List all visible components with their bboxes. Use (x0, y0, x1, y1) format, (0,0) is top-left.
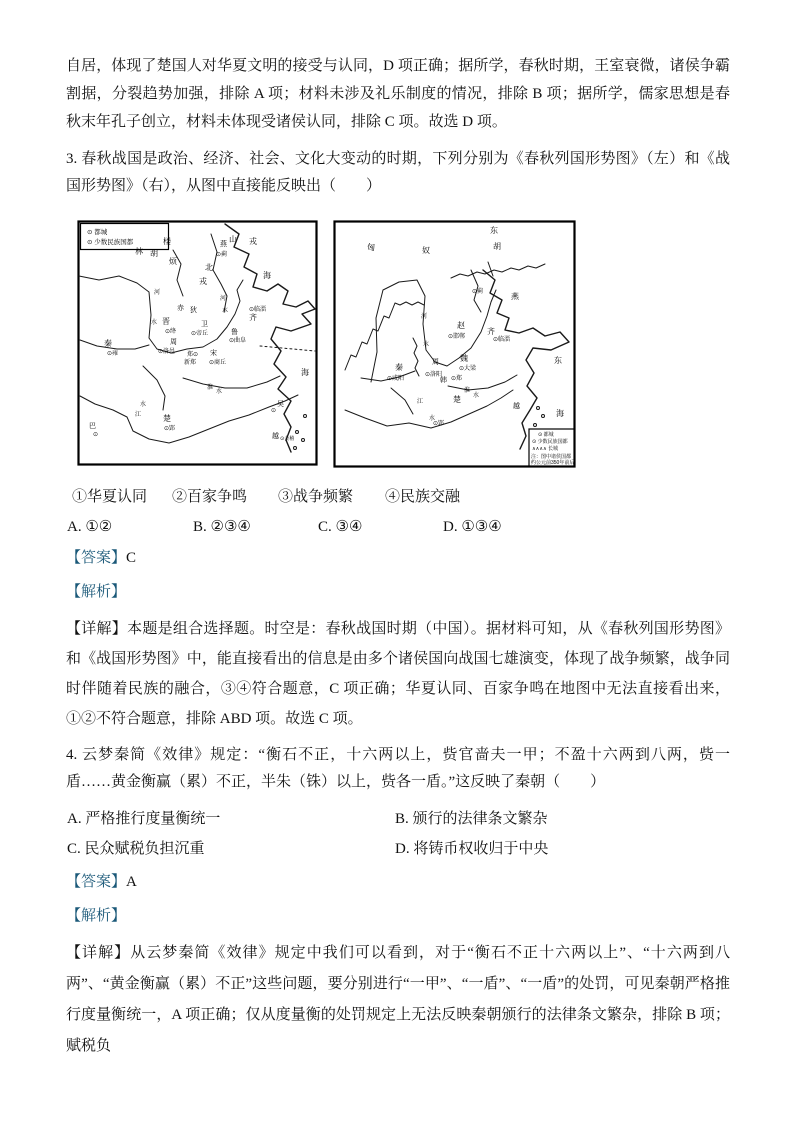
choice-a: A. ①② (67, 519, 113, 535)
svg-text:⊙蓟: ⊙蓟 (472, 289, 484, 295)
svg-text:楚: 楚 (163, 414, 171, 423)
svg-text:新郑: 新郑 (184, 360, 197, 366)
analysis-label: 【解析】 (66, 908, 127, 924)
svg-text:淮: 淮 (207, 385, 214, 391)
svg-text:奴: 奴 (422, 246, 430, 255)
svg-text:⊙郢: ⊙郢 (433, 421, 445, 427)
svg-text:⊙郢: ⊙郢 (164, 426, 176, 432)
svg-text:山: 山 (229, 235, 237, 244)
svg-text:晋: 晋 (162, 317, 170, 326)
svg-text:匈: 匈 (367, 243, 375, 252)
svg-text:郑⊙: 郑⊙ (187, 352, 199, 358)
svg-text:水: 水 (429, 416, 436, 422)
answer-label: 【答案】 (66, 874, 127, 890)
svg-text:赤: 赤 (177, 305, 184, 312)
question-4-detail-text: 【详解】从云梦秦简《效律》规定中我们可以看到，对于“衡石不正十六两以上”、“十六两到八两”、“黄金衡赢（累）不正”这些问题，要分别进行“一甲”、“一盾”、“一盾”的处罚，可见秦朝严格推行度量衡统一，A 项正确；仅从度量衡的处罚规定上无法反映秦朝颁行的法律条文繁杂，排除 B 项；赋税负 (66, 945, 730, 1054)
svg-text:魏: 魏 (460, 354, 468, 363)
svg-text:戎: 戎 (199, 277, 207, 286)
svg-text:河: 河 (220, 296, 227, 302)
svg-text:海: 海 (556, 409, 564, 418)
svg-text:巴: 巴 (89, 423, 96, 430)
question-4-choices-row-2 (66, 834, 730, 864)
question-3-items-row (66, 482, 730, 512)
svg-text:⊙洛阳: ⊙洛阳 (425, 372, 443, 378)
svg-text:戎: 戎 (249, 237, 257, 246)
svg-text:胡: 胡 (150, 249, 158, 258)
svg-text:楚: 楚 (453, 395, 461, 404)
svg-text:⊙曲阜: ⊙曲阜 (229, 338, 247, 344)
svg-text:⊙ 都城: ⊙ 都城 (538, 432, 554, 438)
spring-autumn-map (77, 220, 318, 468)
map-left-lines (79, 224, 315, 452)
question-3-figures (77, 220, 730, 468)
svg-text:⊙郑: ⊙郑 (451, 376, 463, 382)
item-2: ②百家争鸣 (172, 489, 248, 505)
svg-text:⊙雍: ⊙雍 (107, 351, 119, 357)
question-3-stem: 3. 春秋战国是政治、经济、社会、文化大变动的时期，下列分别为《春秋列国形势图》（左）和《战国形势图》（右），从图中直接能反映出（ ） (66, 151, 730, 194)
svg-text:⊙: ⊙ (93, 432, 99, 438)
svg-text:周: 周 (432, 359, 439, 366)
choice-b: B. ②③④ (193, 519, 251, 535)
choice-c: C. ③④ (318, 519, 363, 535)
svg-text:胡: 胡 (493, 242, 501, 251)
answer-label: 【答案】 (66, 550, 127, 566)
choice-c: C. 民众赋税负担沉重 (67, 841, 205, 857)
svg-text:⊙ 都城: ⊙ 都城 (87, 229, 108, 236)
svg-text:⊙洛邑: ⊙洛邑 (158, 349, 176, 355)
svg-text:秦: 秦 (104, 339, 112, 348)
svg-text:齐: 齐 (487, 327, 495, 336)
svg-text:⊙临淄: ⊙临淄 (249, 307, 267, 313)
question-3-choices-row (66, 512, 730, 542)
question-3-answer-line (66, 546, 730, 570)
svg-text:水: 水 (473, 393, 480, 399)
question-4-choices-row-1 (66, 804, 730, 834)
svg-text:⊙大梁: ⊙大梁 (459, 366, 477, 372)
map-right-lines (345, 262, 569, 449)
svg-text:水: 水 (222, 308, 229, 314)
svg-text:赵: 赵 (457, 321, 465, 330)
svg-text:水: 水 (216, 389, 223, 395)
choice-b: B. 颁行的法律条文繁杂 (395, 811, 548, 827)
svg-text:水: 水 (140, 402, 147, 408)
answer-value: A (126, 874, 137, 890)
question-4-answer-line (66, 870, 730, 894)
svg-text:烦: 烦 (169, 257, 177, 266)
item-4: ④民族交融 (385, 489, 461, 505)
choice-a: A. 严格推行度量衡统一 (67, 811, 221, 827)
question-4-analysis-line (66, 904, 730, 928)
continued-answer-text: 自居，体现了楚国人对华夏文明的接受与认同，D 项正确；据所学，春秋时期，王室衰微，诸侯争霸割据，分裂趋势加强，排除 A 项；材料未涉及礼乐制度的情况，排除 B 项；据所学，儒家思想是春秋末年孔子创立，材料未体现受诸侯认同，排除 C 项。故选 D 项。 (66, 58, 730, 130)
svg-text:越: 越 (513, 403, 520, 410)
svg-text:燕: 燕 (511, 292, 519, 301)
svg-text:楼: 楼 (163, 237, 171, 246)
item-1: ①华夏认同 (72, 489, 148, 505)
svg-text:⊙邯郸: ⊙邯郸 (448, 334, 466, 340)
svg-text:鲁: 鲁 (231, 329, 238, 336)
svg-text:⊙ 少数民族国都: ⊙ 少数民族国都 (532, 439, 568, 445)
svg-text:注：图中诸侯国都: 注：图中诸侯国都 (531, 454, 572, 460)
question-3-detail-text: 【详解】本题是组合选择题。时空是：春秋战国时期（中国）。据材料可知，从《春秋列国形势图》和《战国形势图》中，能直接看出的信息是由多个诸侯国向战国七雄演变，体现了战争频繁，战争同时伴随着民族的融合，③④符合题意，C 项正确；华夏认同、百家争鸣在地图中无法直接看出来，①②不符合题意，排除 ABD 项。故选 C 项。 (66, 621, 730, 727)
svg-text:江: 江 (135, 412, 142, 418)
warring-states-map (333, 220, 576, 468)
svg-text:吴: 吴 (277, 401, 284, 408)
svg-text:⊙会稽: ⊙会稽 (280, 436, 295, 442)
svg-text:周: 周 (170, 339, 177, 346)
svg-text:⊙咸阳: ⊙咸阳 (387, 376, 405, 382)
svg-text:卫: 卫 (201, 321, 208, 328)
svg-text:秦: 秦 (395, 363, 403, 372)
svg-text:海: 海 (263, 271, 271, 280)
svg-text:宋: 宋 (210, 350, 217, 357)
svg-text:⊙ 少数民族国都: ⊙ 少数民族国都 (87, 239, 134, 246)
svg-text:燕: 燕 (220, 241, 227, 248)
map-border (79, 222, 317, 465)
svg-text:⊙: ⊙ (271, 408, 277, 414)
svg-text:河: 河 (421, 314, 428, 320)
svg-text:东: 东 (490, 226, 498, 235)
svg-text:⊙临淄: ⊙临淄 (493, 337, 511, 343)
map-left-labels (87, 227, 309, 442)
analysis-label: 【解析】 (66, 584, 127, 600)
svg-text:海: 海 (301, 368, 309, 377)
svg-text:河: 河 (154, 290, 161, 296)
svg-text:齐: 齐 (249, 313, 257, 322)
svg-text:约公元前350年前后: 约公元前350年前后 (531, 460, 575, 466)
svg-text:林: 林 (135, 247, 143, 256)
svg-text:江: 江 (417, 399, 424, 405)
item-3: ③战争频繁 (278, 489, 354, 505)
choice-d: D. 将铸币权收归于中央 (395, 841, 549, 857)
svg-text:北: 北 (205, 263, 213, 272)
svg-text:水: 水 (151, 320, 158, 326)
question-4-stem: 4. 云梦秦简《效律》规定：“衡石不正，十六两以上，赀官啬夫一甲；不盈十六两到八两，赀一盾……黄金衡赢（累）不正，半朱（铢）以上，赀各一盾。”这反映了秦朝（ ） (66, 747, 730, 790)
svg-text:⊙商丘: ⊙商丘 (209, 360, 227, 366)
svg-text:狄: 狄 (190, 307, 197, 314)
svg-text:淮: 淮 (464, 388, 471, 394)
svg-text:水: 水 (423, 342, 430, 348)
svg-text:⊙蓟: ⊙蓟 (216, 252, 228, 258)
svg-text:东: 东 (554, 356, 562, 365)
svg-text:⊙帝丘: ⊙帝丘 (191, 331, 209, 337)
choice-d: D. ①③④ (443, 519, 502, 535)
svg-text:越: 越 (272, 433, 279, 440)
svg-text:韩: 韩 (440, 377, 447, 384)
question-3-analysis-line (66, 580, 730, 604)
svg-text:⊙绛: ⊙绛 (165, 329, 177, 335)
svg-text:∧∧∧∧ 长城: ∧∧∧∧ 长城 (532, 446, 559, 452)
answer-value: C (126, 550, 137, 566)
